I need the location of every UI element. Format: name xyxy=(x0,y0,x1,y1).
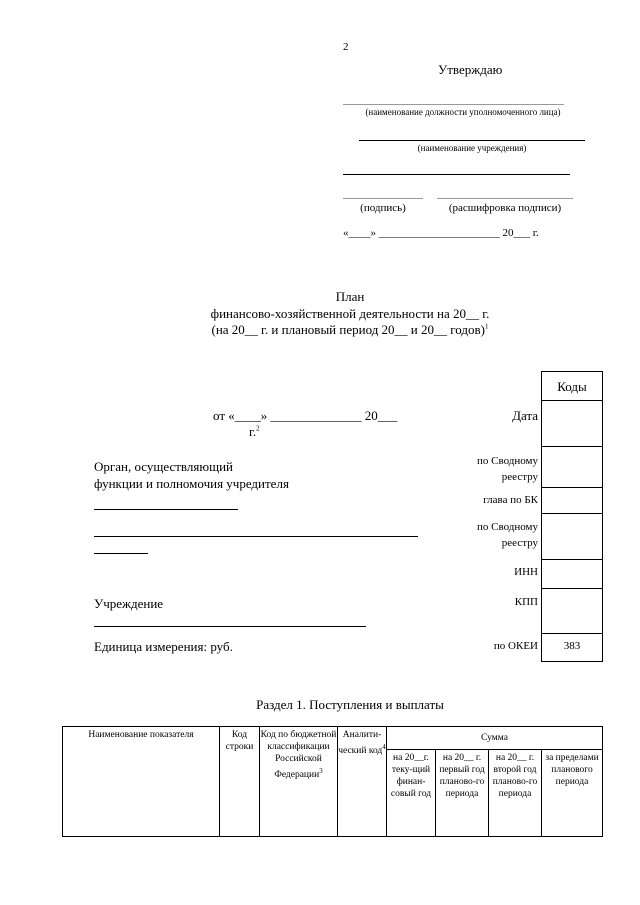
plan-title: План xyxy=(335,289,365,304)
institution-field-line xyxy=(94,626,366,627)
approval-title: Утверждаю xyxy=(438,62,503,77)
approval-date-line: «____» ______________________ 20___ г. xyxy=(343,227,539,239)
label-okei: по ОКЕИ xyxy=(493,640,538,652)
founder-field-line xyxy=(94,509,238,510)
codes-header-cell xyxy=(541,371,603,401)
date-from: от «____» ______________ 20___ xyxy=(213,408,398,423)
plan-period xyxy=(150,322,550,338)
okei-value: 383 xyxy=(563,640,581,652)
col-analytic xyxy=(337,726,387,837)
col-sum: Сумма xyxy=(386,726,603,750)
unit-label: Единица измерения: руб. xyxy=(94,639,233,654)
label-registry1: по Сводному реестру xyxy=(476,455,538,483)
label-bk: глава по БК xyxy=(483,494,538,506)
signature-caption: (подпись) xyxy=(360,202,406,214)
col-budget-code xyxy=(259,726,338,837)
plan-period-sup: 1 xyxy=(484,322,489,331)
label-date: Дата xyxy=(512,408,538,423)
col-analytic-sup: 4 xyxy=(382,743,386,751)
founder-field-line2 xyxy=(94,536,418,537)
position-line xyxy=(343,104,564,105)
col-name: Наименование показателя xyxy=(62,726,220,837)
signature-line xyxy=(343,198,423,199)
codes-header: Коды xyxy=(557,379,587,394)
section1-title: Раздел 1. Поступления и выплаты xyxy=(256,697,444,712)
label-kpp: КПП xyxy=(514,596,538,608)
date-year-text: г. xyxy=(249,424,257,439)
col-first: на 20__ г. первый год планово-го периода xyxy=(435,749,489,837)
date-year xyxy=(249,424,260,440)
founder-line1: Орган, осуществляющий xyxy=(94,459,233,474)
institution-caption: (наименование учреждения) xyxy=(417,143,527,153)
col-second: на 20__ г. второй год планово-го периода xyxy=(488,749,542,837)
col-current: на 20__г. теку-щий финан-совый год xyxy=(386,749,436,837)
founder-field-line3 xyxy=(94,553,148,554)
code-cell-inn xyxy=(541,559,603,589)
code-cell-date xyxy=(541,400,603,447)
decoding-caption: (расшифровка подписи) xyxy=(448,202,562,214)
col-beyond: за пределами планового периода xyxy=(541,749,603,837)
date-year-sup: 2 xyxy=(256,424,260,433)
plan-subtitle: финансово-хозяйственной деятельности на 20__ г. xyxy=(210,306,490,321)
page-number: 2 xyxy=(343,41,349,53)
code-cell-registry2 xyxy=(541,513,603,560)
code-cell-bk xyxy=(541,487,603,514)
code-cell-okei xyxy=(541,633,603,662)
extra-line xyxy=(343,174,570,175)
col-analytic-text: Аналити-ческий код xyxy=(338,730,383,757)
institution-label: Учреждение xyxy=(94,596,164,611)
position-caption: (наименование должности уполномоченного лица) xyxy=(365,107,561,117)
col-code-row: Код строки xyxy=(219,726,260,837)
label-inn: ИНН xyxy=(514,566,538,578)
col-budget-code-sup: 3 xyxy=(319,767,323,775)
institution-line xyxy=(359,140,585,141)
code-cell-kpp xyxy=(541,588,603,634)
founder-line2: функции и полномочия учредителя xyxy=(94,476,289,491)
col-budget-code-text: Код по бюджетной классификации Российской Федерации xyxy=(260,730,337,781)
decoding-line xyxy=(437,198,573,199)
label-registry2: по Сводному реестру xyxy=(476,521,538,549)
plan-period-text: (на 20__ г. и плановый период 20__ и 20__ годов) xyxy=(211,322,485,337)
code-cell-registry1 xyxy=(541,446,603,488)
